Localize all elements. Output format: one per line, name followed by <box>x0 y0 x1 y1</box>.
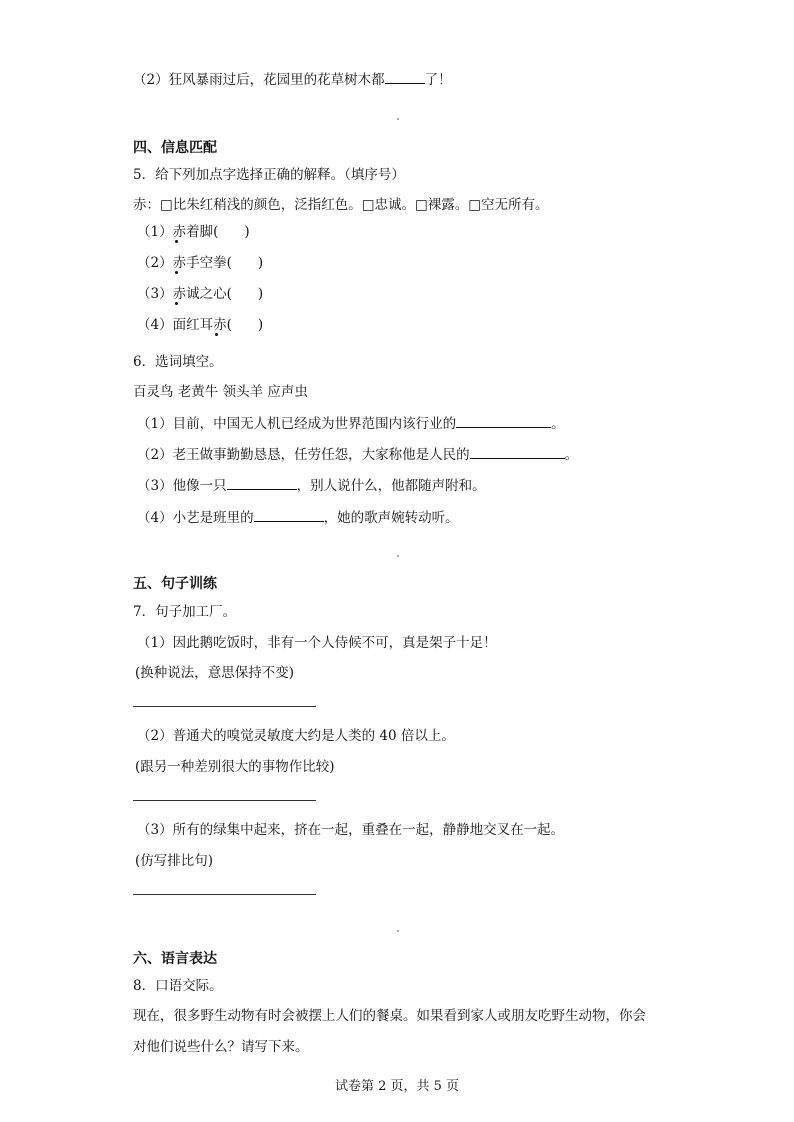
answer-line[interactable] <box>133 894 316 895</box>
q5-item-label: （2）赤手空拳( <box>137 255 232 271</box>
q8-text-line-2: 对他们说些什么？请写下来。 <box>133 1039 309 1055</box>
q7-item-1-instruction: (换种说法，意思保持不变) <box>135 665 295 681</box>
q6-item-text: （4）小艺是班里的 <box>137 510 254 526</box>
separator-dot <box>397 555 399 557</box>
q7-item-3-sentence: （3）所有的绿集中起来，挤在一起，重叠在一起，静静地交叉在一起。 <box>137 822 565 838</box>
q7-item-1-sentence: （1）因此鹅吃饭时，非有一个人侍候不可，真是架子十足！ <box>137 635 497 651</box>
q7-prompt: 7．句子加工厂。 <box>133 604 237 620</box>
q7-item-2-instruction: (跟另一种差别很大的事物作比较) <box>135 759 335 775</box>
q7-item-2-sentence: （2）普通犬的嗅觉灵敏度大约是人类的 40 倍以上。 <box>137 728 455 744</box>
q6-item-2 <box>137 443 578 463</box>
q6-prompt: 6．选词填空。 <box>133 354 223 370</box>
q6-item-1 <box>137 412 565 432</box>
q6-item-text: （3）他像一只 <box>137 478 227 494</box>
answer-blank[interactable] <box>385 70 425 85</box>
q6-options: 百灵鸟 老黄牛 领头羊 应声虫 <box>133 384 308 400</box>
section-6-heading: 六、语言表达 <box>133 951 217 967</box>
q5-prompt: 5．给下列加点字选择正确的解释。（填序号） <box>133 167 405 183</box>
q6-item-text: （1）目前，中国无人机已经成为世界范围内该行业的 <box>137 416 457 432</box>
answer-line[interactable] <box>133 800 316 801</box>
answer-blank[interactable] <box>470 445 565 460</box>
q4-item-2 <box>133 68 452 88</box>
q5-item-close: ) <box>244 224 250 240</box>
emphasis-dot <box>215 333 218 336</box>
q5-item-close: ) <box>257 255 264 271</box>
q5-item-label: （1）赤着脚( <box>137 224 219 240</box>
section-5-heading: 五、句子训练 <box>133 576 217 592</box>
q5-item-label: （4）面红耳赤( <box>137 317 232 333</box>
emphasis-dot <box>175 302 178 305</box>
q6-item-4 <box>137 506 459 526</box>
q5-item-close: ) <box>257 317 264 333</box>
q8-prompt: 8．口语交际。 <box>133 978 223 994</box>
q5-item-3 <box>137 282 263 302</box>
answer-blank[interactable] <box>254 508 324 523</box>
q6-item-3 <box>137 474 486 494</box>
q6-item-text: （2）老王做事勤勤恳恳，任劳任怨，大家称他是人民的 <box>137 447 470 463</box>
separator-dot <box>397 930 399 932</box>
answer-blank[interactable] <box>227 476 297 491</box>
emphasis-dot <box>175 271 178 274</box>
q4-item-2-text: （2）狂风暴雨过后，花园里的花草树木都 <box>133 72 385 88</box>
q5-item-2 <box>137 251 263 271</box>
section-4-heading: 四、信息匹配 <box>133 140 217 156</box>
q6-item-suffix: ，别人说什么，他都随声附和。 <box>296 478 486 494</box>
emphasis-dot <box>175 240 178 243</box>
q4-item-2-suffix: 了！ <box>424 72 452 88</box>
answer-line[interactable] <box>133 706 316 707</box>
page-footer: 试卷第 2 页，共 5 页 <box>334 1079 460 1094</box>
separator-dot <box>397 118 399 120</box>
q5-item-close: ) <box>257 286 264 302</box>
q8-text-line-1: 现在，很多野生动物有时会被摆上人们的餐桌。如果看到家人或朋友吃野生动物，你会 <box>133 1008 646 1024</box>
q7-item-3-instruction: (仿写排比句) <box>135 853 214 869</box>
q5-item-4 <box>137 313 263 333</box>
answer-blank[interactable] <box>456 414 551 429</box>
q5-item-label: （3）赤诚之心( <box>137 286 232 302</box>
q6-item-suffix: 。 <box>564 447 579 463</box>
q6-item-suffix: ，她的歌声婉转动听。 <box>323 510 459 526</box>
q6-item-suffix: 。 <box>551 416 565 432</box>
q5-item-1 <box>137 220 250 240</box>
q5-definitions: 赤：□比朱红稍浅的颜色，泛指红色。□忠诚。□裸露。□空无所有。 <box>133 197 549 213</box>
